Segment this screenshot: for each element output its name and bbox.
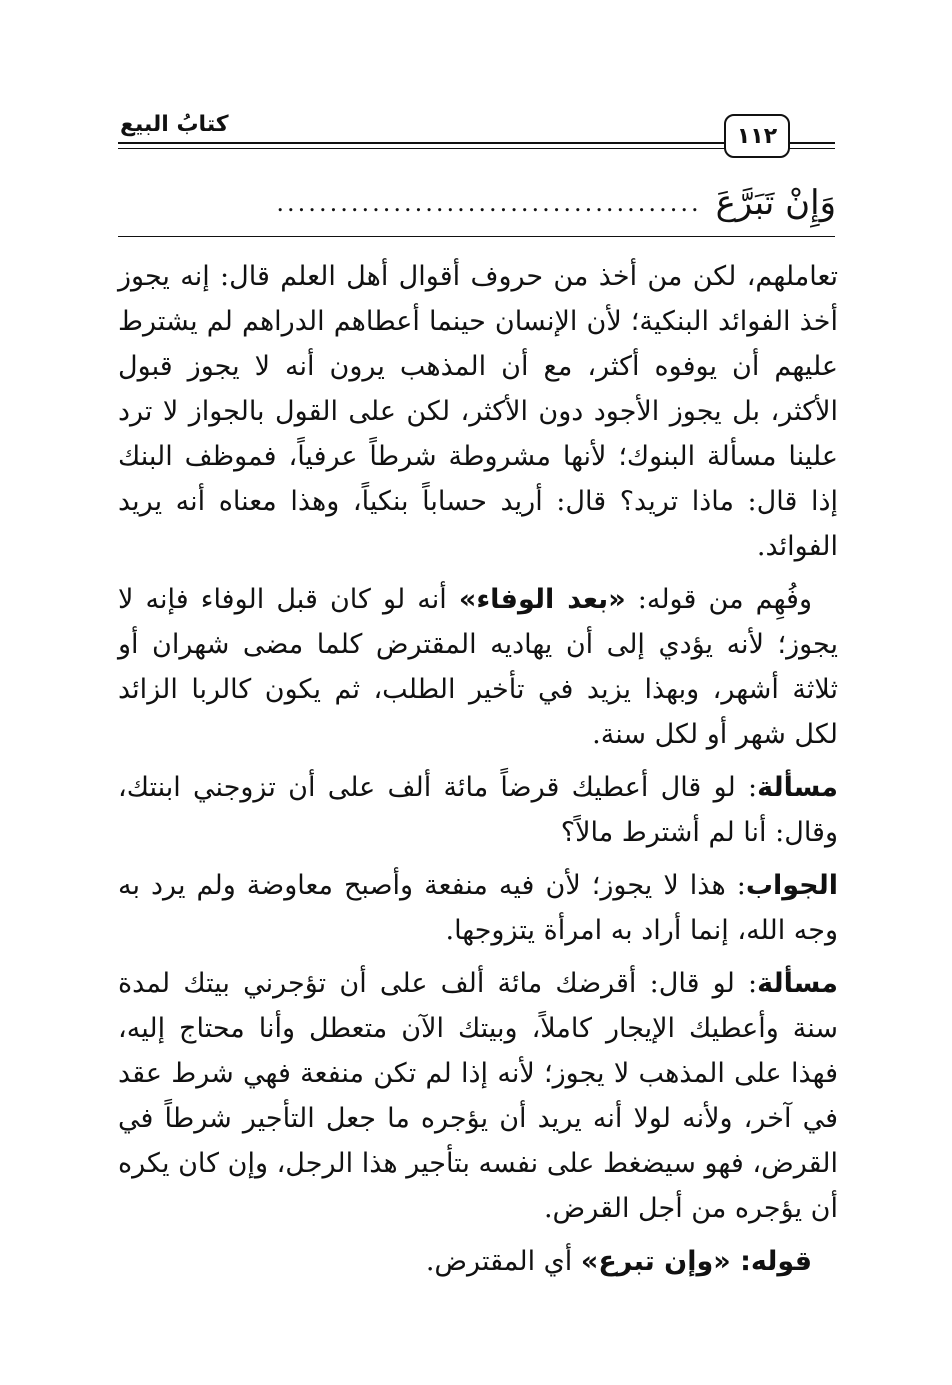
paragraph-text: تعاملهم، لكن من أخذ من حروف أقوال أهل العلم قال: إنه يجوز أخذ الفوائد البنكية؛ لأن الإنسان حينما أعطاهم الدراهم لم يشترط عليهم أن يوفوه أكثر، مع أن المذهب يرون أنه لا يجوز قبول الأكثر، بل يجوز الأجود دون الأكثر، لكن على القول بالجواز لا ترد علينا مسألة البنوك؛ لأنها مشروطة شرطاً عرفياً، فموظف البنك إذا قال: ماذا تريد؟ قال: أريد حساباً بنكياً، وهذا معناه أنه يريد الفوائد. <box>118 261 838 562</box>
bold-quote: «بعد الوفاء» <box>458 584 626 615</box>
paragraph-text: : لو قال أعطيك قرضاً مائة ألف على أن تزوجني ابنتك، وقال: أنا لم أشترط مالاً؟ <box>118 772 838 848</box>
saying-label: قوله: <box>740 1246 812 1277</box>
issue-label: مسألة <box>757 772 838 803</box>
paragraph-text: أنه لو كان قبل الوفاء فإنه لا يجوز؛ لأنه يؤدي إلى أن يهاديه المقترض كلما مضى شهران أو ثلاثة أشهر، وبهذا يزيد في تأخير الطلب، ثم يكون كالربا الزائد لكل شهر أو لكل سنة. <box>118 584 838 750</box>
body-text <box>118 254 838 1292</box>
bold-quote: «وإن تبرع» <box>580 1246 741 1277</box>
paragraph-text: : لو قال: أقرضك مائة ألف على أن تؤجرني بيتك لمدة سنة وأعطيك الإيجار كاملاً، وبيتك الآن متعطل وأنا محتاج إليه، فهذا على المذهب لا يجوز؛ لأنه إذا لم تكن منفعة فهي شرط عقد في آخر، ولأنه لولا أنه يريد أن يؤجره ما جعل التأجير شرطاً في القرض، فهو سيضغط على نفسه بتأجير هذا الرجل، وإن كان يكره أن يؤجره من أجل القرض. <box>118 968 838 1224</box>
paragraph <box>118 961 838 1231</box>
paragraph <box>118 254 838 569</box>
paragraph-text: : هذا لا يجوز؛ لأن فيه منفعة وأصبح معاوضة ولم يرد به وجه الله، إنما أراد به امرأة يتزوجها. <box>118 870 838 946</box>
quoted-term: وَإِنْ تَبَرَّعَ <box>715 183 836 223</box>
paragraph-lead: وفُهِم من قوله: <box>625 584 813 615</box>
quoted-text-row <box>118 178 836 228</box>
book-title: كتابُ البيع <box>120 112 229 137</box>
paragraph <box>118 1239 838 1284</box>
answer-label: الجواب <box>745 870 838 901</box>
paragraph <box>118 577 838 757</box>
issue-label: مسألة <box>757 968 838 999</box>
paragraph <box>118 765 838 855</box>
header-bottom-rule <box>118 236 835 237</box>
page-number: ١١٢ <box>724 114 790 158</box>
paragraph <box>118 863 838 953</box>
paragraph-text: أي المقترض. <box>425 1246 581 1277</box>
dotted-leader: ........................................ <box>276 189 702 217</box>
